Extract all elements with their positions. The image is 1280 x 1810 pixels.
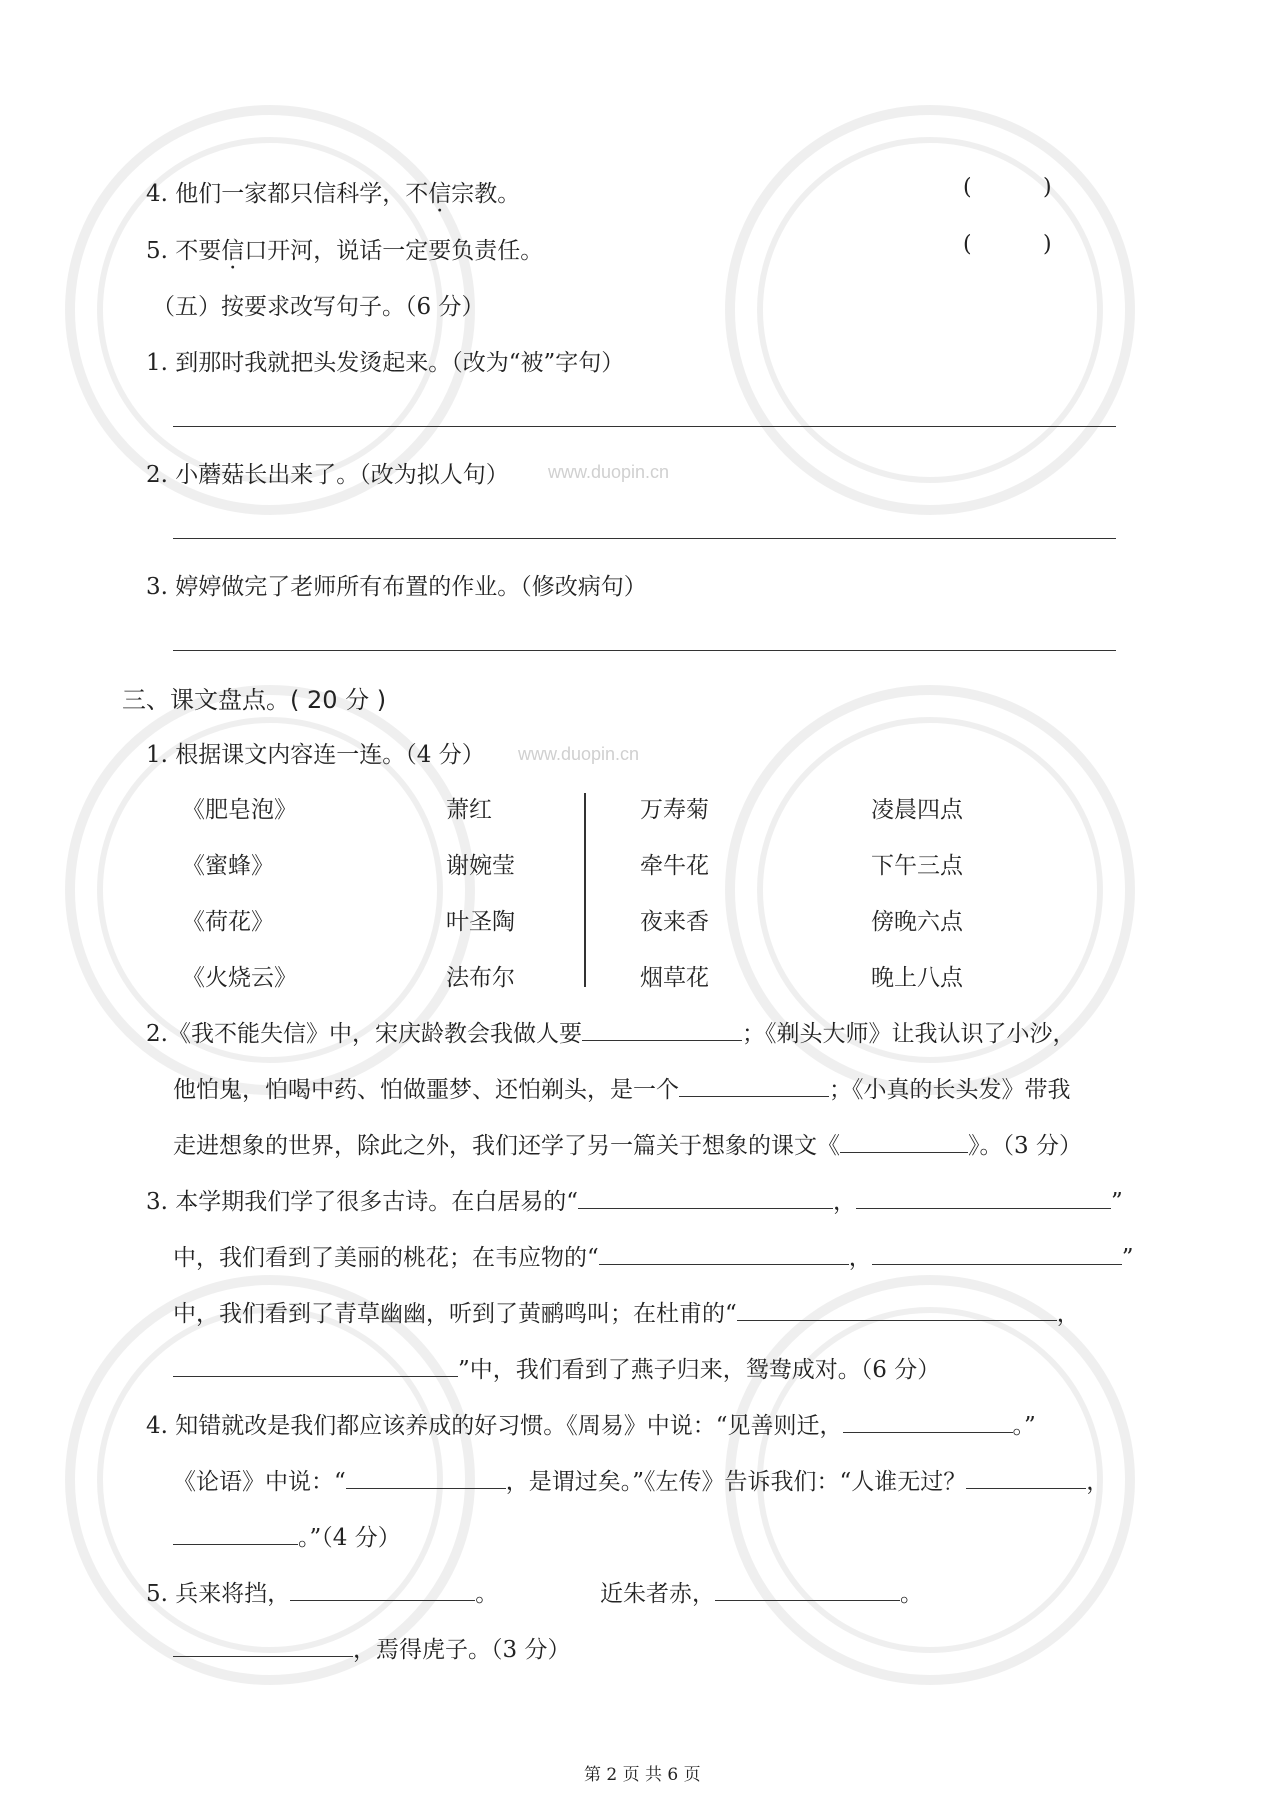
answer-blank[interactable]	[173, 1634, 353, 1657]
match-author[interactable]: 谢婉莹	[446, 853, 515, 879]
section-3-question-3-line-1: 3. 本学期我们学了很多古诗。在白居易的“ ， ”	[146, 1183, 1123, 1216]
part5-question-1: 1. 到那时我就把头发烫起来。（改为“被”字句）	[146, 350, 625, 376]
section-3-question-2-line-2: 他怕鬼，怕喝中药、怕做噩梦、还怕剃头，是一个 ；《小真的长头发》带我	[173, 1071, 1071, 1104]
answer-line[interactable]	[173, 426, 1116, 427]
section-3-question-5-line-1b: 近朱者赤， 。	[600, 1575, 923, 1608]
match-time[interactable]: 凌晨四点	[871, 797, 963, 823]
answer-blank[interactable]	[173, 1354, 458, 1377]
part5-question-3: 3. 婷婷做完了老师所有布置的作业。（修改病句）	[146, 574, 647, 600]
match-time[interactable]: 傍晚六点	[871, 909, 963, 935]
answer-blank[interactable]	[715, 1578, 900, 1601]
answer-line[interactable]	[173, 650, 1116, 651]
dotted-char: 信	[428, 181, 452, 207]
part5-heading: （五）按要求改写句子。（6 分）	[152, 294, 485, 320]
section-3-question-2-line-3: 走进想象的世界，除此之外，我们还学了另一篇关于想象的课文《 》。（3 分）	[173, 1127, 1082, 1160]
match-flower[interactable]: 万寿菊	[640, 797, 709, 823]
answer-blank[interactable]	[843, 1410, 1013, 1433]
match-flower[interactable]: 烟草花	[640, 965, 709, 991]
match-book[interactable]: 《肥皂泡》	[182, 797, 297, 823]
match-author[interactable]: 萧红	[446, 797, 492, 823]
answer-paren-open: (	[963, 232, 972, 257]
section-3-question-3-line-4: ”中，我们看到了燕子归来，鸳鸯成对。（6 分）	[173, 1351, 940, 1384]
match-book[interactable]: 《荷花》	[182, 909, 274, 935]
divider-line	[584, 793, 586, 987]
part5-question-2: 2. 小蘑菇长出来了。（改为拟人句）	[146, 462, 509, 488]
answer-blank[interactable]	[966, 1466, 1086, 1489]
section-3-question-3-line-2: 中，我们看到了美丽的桃花；在韦应物的“ ， ”	[173, 1239, 1134, 1272]
section-3-question-4-line-1: 4. 知错就改是我们都应该养成的好习惯。《周易》中说：“见善则迁， 。”	[146, 1407, 1036, 1440]
answer-paren-close: )	[1043, 175, 1052, 200]
match-book[interactable]: 《蜜蜂》	[182, 853, 274, 879]
answer-blank[interactable]	[578, 1186, 833, 1209]
watermark-url: www.duopin.cn	[548, 462, 670, 482]
match-author[interactable]: 叶圣陶	[446, 909, 515, 935]
match-time[interactable]: 晚上八点	[871, 965, 963, 991]
answer-paren-close: )	[1043, 232, 1052, 257]
match-time[interactable]: 下午三点	[871, 853, 963, 879]
answer-blank[interactable]	[840, 1130, 968, 1153]
match-author[interactable]: 法布尔	[446, 965, 515, 991]
answer-blank[interactable]	[872, 1242, 1122, 1265]
section-3-heading: 三、课文盘点。( 20 分 )	[122, 686, 387, 714]
answer-blank[interactable]	[290, 1578, 475, 1601]
match-flower[interactable]: 夜来香	[640, 909, 709, 935]
section-3-question-3-line-3: 中，我们看到了青草幽幽，听到了黄鹂鸣叫；在杜甫的“ ，	[173, 1295, 1080, 1328]
judge-item-4: 4. 他们一家都只信科学，不信宗教。	[146, 181, 521, 207]
answer-blank[interactable]	[173, 1522, 298, 1545]
answer-blank[interactable]	[599, 1242, 849, 1265]
judge-item-5: 5. 不要信口开河，说话一定要负责任。	[146, 238, 544, 264]
answer-paren-open: (	[963, 175, 972, 200]
watermark-logo	[720, 100, 1140, 520]
answer-blank[interactable]	[679, 1074, 829, 1097]
answer-line[interactable]	[173, 538, 1116, 539]
page-footer: 第 2 页 共 6 页	[584, 1765, 701, 1785]
section-3-question-4-line-2: 《论语》中说：“ ，是谓过矣。”《左传》告诉我们：“人谁无过？ ，	[173, 1463, 1109, 1496]
section-3-question-1: 1. 根据课文内容连一连。（4 分）	[146, 742, 485, 768]
answer-blank[interactable]	[737, 1298, 1057, 1321]
section-3-question-2-line-1: 2.《我不能失信》中，宋庆龄教会我做人要 ；《剃头大师》让我认识了小沙，	[146, 1015, 1075, 1048]
section-3-question-4-line-3: 。”（4 分）	[173, 1519, 401, 1552]
match-book[interactable]: 《火烧云》	[182, 965, 297, 991]
answer-blank[interactable]	[582, 1018, 742, 1041]
answer-blank[interactable]	[346, 1466, 506, 1489]
dotted-char: 信	[221, 238, 245, 264]
section-3-question-5-line-2: ，焉得虎子。（3 分）	[173, 1631, 570, 1664]
section-3-question-5-line-1: 5. 兵来将挡， 。	[146, 1575, 498, 1608]
answer-blank[interactable]	[856, 1186, 1111, 1209]
watermark-url: www.duopin.cn	[518, 744, 640, 764]
match-flower[interactable]: 牵牛花	[640, 853, 709, 879]
